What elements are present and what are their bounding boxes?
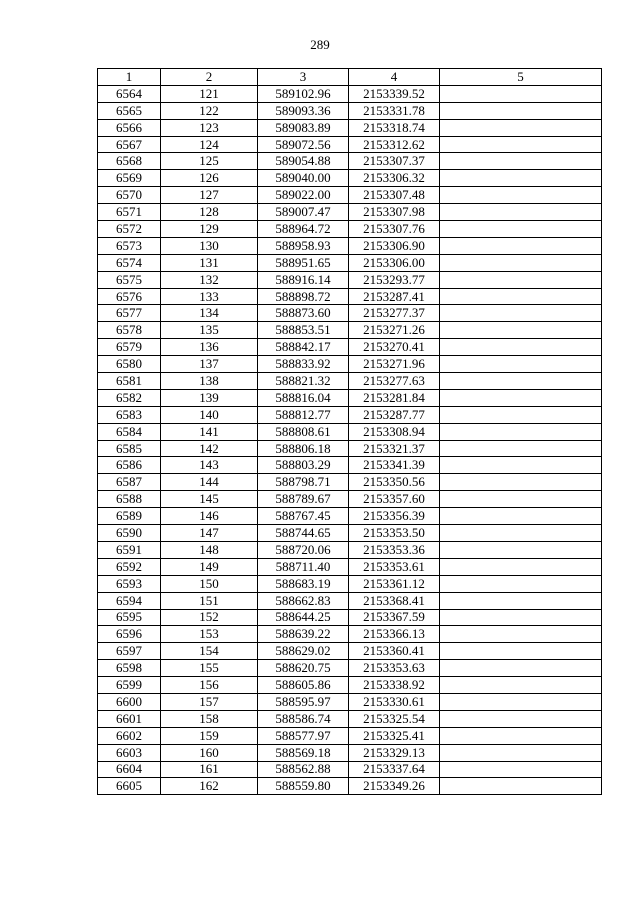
table-cell — [440, 389, 602, 406]
table-cell: 2153361.12 — [349, 575, 440, 592]
table-cell: 6600 — [98, 693, 161, 710]
table-row — [98, 136, 602, 153]
table-cell: 588821.32 — [258, 373, 349, 390]
table-cell: 131 — [161, 254, 258, 271]
table-cell: 139 — [161, 389, 258, 406]
table-row — [98, 508, 602, 525]
page-number: 289 — [310, 37, 330, 52]
table-row — [98, 288, 602, 305]
table-cell: 134 — [161, 305, 258, 322]
table-cell: 6601 — [98, 710, 161, 727]
table-cell — [440, 558, 602, 575]
table-cell: 140 — [161, 406, 258, 423]
table-row — [98, 85, 602, 102]
table-row — [98, 204, 602, 221]
table-cell: 2153277.63 — [349, 373, 440, 390]
table-row — [98, 609, 602, 626]
table-cell: 135 — [161, 322, 258, 339]
table-row — [98, 541, 602, 558]
table-cell: 158 — [161, 710, 258, 727]
table-cell — [440, 136, 602, 153]
table-cell: 588683.19 — [258, 575, 349, 592]
table-cell: 153 — [161, 626, 258, 643]
table-cell: 6567 — [98, 136, 161, 153]
table-cell: 6604 — [98, 761, 161, 778]
table-cell: 589007.47 — [258, 204, 349, 221]
table-cell — [440, 102, 602, 119]
table-cell — [440, 508, 602, 525]
table-cell: 588798.71 — [258, 474, 349, 491]
table-cell: 6599 — [98, 677, 161, 694]
table-cell: 588816.04 — [258, 389, 349, 406]
table-cell: 6591 — [98, 541, 161, 558]
table-cell: 6581 — [98, 373, 161, 390]
table-cell: 588577.97 — [258, 727, 349, 744]
table-cell: 161 — [161, 761, 258, 778]
table-cell — [440, 677, 602, 694]
table-cell — [440, 271, 602, 288]
table-cell: 2153293.77 — [349, 271, 440, 288]
table-row — [98, 474, 602, 491]
table-cell — [440, 221, 602, 238]
table-cell: 2153307.76 — [349, 221, 440, 238]
table-row — [98, 660, 602, 677]
table-cell: 6580 — [98, 356, 161, 373]
table-cell: 6577 — [98, 305, 161, 322]
table-cell: 137 — [161, 356, 258, 373]
table-row — [98, 423, 602, 440]
table-cell: 159 — [161, 727, 258, 744]
table-cell — [440, 339, 602, 356]
table-header-row — [98, 69, 602, 86]
table-cell: 6596 — [98, 626, 161, 643]
table-cell — [440, 85, 602, 102]
table-cell: 121 — [161, 85, 258, 102]
table-cell — [440, 373, 602, 390]
table-cell: 2153306.90 — [349, 237, 440, 254]
table-row — [98, 339, 602, 356]
table-row — [98, 693, 602, 710]
table-cell — [440, 474, 602, 491]
column-header: 4 — [349, 69, 440, 86]
table-row — [98, 558, 602, 575]
table-cell: 6595 — [98, 609, 161, 626]
table-body — [98, 85, 602, 794]
table-cell: 156 — [161, 677, 258, 694]
table-cell: 6593 — [98, 575, 161, 592]
table-cell: 2153353.63 — [349, 660, 440, 677]
table-cell: 2153306.32 — [349, 170, 440, 187]
table-cell: 2153356.39 — [349, 508, 440, 525]
table-cell: 6597 — [98, 643, 161, 660]
table-row — [98, 525, 602, 542]
table-cell — [440, 457, 602, 474]
table-cell: 2153321.37 — [349, 440, 440, 457]
table-cell: 588629.02 — [258, 643, 349, 660]
table-row — [98, 744, 602, 761]
table-cell — [440, 710, 602, 727]
table-cell — [440, 592, 602, 609]
table-cell — [440, 440, 602, 457]
table-cell — [440, 153, 602, 170]
table-cell: 6569 — [98, 170, 161, 187]
table-cell: 2153338.92 — [349, 677, 440, 694]
table-row — [98, 440, 602, 457]
table-cell: 129 — [161, 221, 258, 238]
table-cell: 6594 — [98, 592, 161, 609]
table-cell: 155 — [161, 660, 258, 677]
table-cell: 2153357.60 — [349, 491, 440, 508]
table-row — [98, 761, 602, 778]
table-row — [98, 356, 602, 373]
table-cell — [440, 237, 602, 254]
table-cell — [440, 575, 602, 592]
table-cell: 127 — [161, 187, 258, 204]
table-cell: 2153312.62 — [349, 136, 440, 153]
table-cell: 2153277.37 — [349, 305, 440, 322]
table-row — [98, 102, 602, 119]
table-cell: 160 — [161, 744, 258, 761]
table-cell: 2153325.41 — [349, 727, 440, 744]
table-cell: 588586.74 — [258, 710, 349, 727]
table-row — [98, 643, 602, 660]
table-cell: 2153318.74 — [349, 119, 440, 136]
table-cell: 588916.14 — [258, 271, 349, 288]
table-cell: 6588 — [98, 491, 161, 508]
table-cell: 588639.22 — [258, 626, 349, 643]
table-cell: 2153367.59 — [349, 609, 440, 626]
table-cell: 588720.06 — [258, 541, 349, 558]
table-cell: 588951.65 — [258, 254, 349, 271]
table-cell: 133 — [161, 288, 258, 305]
table-cell: 128 — [161, 204, 258, 221]
table-cell: 589072.56 — [258, 136, 349, 153]
column-header: 2 — [161, 69, 258, 86]
table-cell: 2153341.39 — [349, 457, 440, 474]
table-cell — [440, 609, 602, 626]
table-row — [98, 389, 602, 406]
table-cell: 136 — [161, 339, 258, 356]
table-cell: 6564 — [98, 85, 161, 102]
table-cell: 162 — [161, 778, 258, 795]
table-cell: 154 — [161, 643, 258, 660]
table-cell: 588662.83 — [258, 592, 349, 609]
table-cell: 589040.00 — [258, 170, 349, 187]
table-cell: 151 — [161, 592, 258, 609]
table-cell: 157 — [161, 693, 258, 710]
table-cell: 132 — [161, 271, 258, 288]
table-cell — [440, 643, 602, 660]
table-cell: 6603 — [98, 744, 161, 761]
table-cell: 588620.75 — [258, 660, 349, 677]
table-cell: 6582 — [98, 389, 161, 406]
table-cell: 2153287.77 — [349, 406, 440, 423]
table-cell — [440, 660, 602, 677]
table-cell: 6576 — [98, 288, 161, 305]
table-cell: 588767.45 — [258, 508, 349, 525]
table-cell: 141 — [161, 423, 258, 440]
table-cell: 122 — [161, 102, 258, 119]
table-cell: 588562.88 — [258, 761, 349, 778]
table-cell: 146 — [161, 508, 258, 525]
table-cell: 6598 — [98, 660, 161, 677]
table-cell: 130 — [161, 237, 258, 254]
table-cell: 138 — [161, 373, 258, 390]
table-cell: 588744.65 — [258, 525, 349, 542]
table-cell: 588873.60 — [258, 305, 349, 322]
table-row — [98, 119, 602, 136]
table-cell: 6570 — [98, 187, 161, 204]
table-row — [98, 677, 602, 694]
column-header: 5 — [440, 69, 602, 86]
table-cell — [440, 187, 602, 204]
table-cell: 588898.72 — [258, 288, 349, 305]
table-cell: 588569.18 — [258, 744, 349, 761]
table-cell: 588808.61 — [258, 423, 349, 440]
table-cell: 124 — [161, 136, 258, 153]
table-cell: 6585 — [98, 440, 161, 457]
table-cell: 588958.93 — [258, 237, 349, 254]
table-cell: 588833.92 — [258, 356, 349, 373]
table-cell: 2153281.84 — [349, 389, 440, 406]
table-cell: 2153353.50 — [349, 525, 440, 542]
table-cell: 6578 — [98, 322, 161, 339]
table-row — [98, 153, 602, 170]
table-cell: 2153307.37 — [349, 153, 440, 170]
table-row — [98, 710, 602, 727]
table-cell: 6605 — [98, 778, 161, 795]
table-cell: 588605.86 — [258, 677, 349, 694]
table-cell — [440, 406, 602, 423]
table-cell: 145 — [161, 491, 258, 508]
table-cell: 148 — [161, 541, 258, 558]
table-cell: 6573 — [98, 237, 161, 254]
table-cell — [440, 727, 602, 744]
table-cell: 6589 — [98, 508, 161, 525]
table-cell: 6583 — [98, 406, 161, 423]
table-cell: 588806.18 — [258, 440, 349, 457]
table-row — [98, 305, 602, 322]
table-cell: 144 — [161, 474, 258, 491]
table-cell: 2153368.41 — [349, 592, 440, 609]
table-cell: 2153366.13 — [349, 626, 440, 643]
table-cell: 6584 — [98, 423, 161, 440]
table-cell: 589093.36 — [258, 102, 349, 119]
table-cell: 6571 — [98, 204, 161, 221]
table-row — [98, 373, 602, 390]
table-cell — [440, 693, 602, 710]
table-cell: 588711.40 — [258, 558, 349, 575]
table-cell: 2153330.61 — [349, 693, 440, 710]
table-cell — [440, 541, 602, 558]
table-cell — [440, 322, 602, 339]
table-cell — [440, 744, 602, 761]
table-row — [98, 271, 602, 288]
table-cell: 150 — [161, 575, 258, 592]
table-cell — [440, 254, 602, 271]
table-cell: 2153349.26 — [349, 778, 440, 795]
table-row — [98, 221, 602, 238]
table-cell: 2153353.36 — [349, 541, 440, 558]
table-cell: 6568 — [98, 153, 161, 170]
table-cell: 143 — [161, 457, 258, 474]
table-cell: 588789.67 — [258, 491, 349, 508]
table-cell: 6592 — [98, 558, 161, 575]
table-cell: 6574 — [98, 254, 161, 271]
table-row — [98, 406, 602, 423]
table-cell: 588812.77 — [258, 406, 349, 423]
table-cell: 6579 — [98, 339, 161, 356]
table-cell — [440, 778, 602, 795]
table-row — [98, 592, 602, 609]
table-row — [98, 575, 602, 592]
table-cell — [440, 626, 602, 643]
table-cell: 2153331.78 — [349, 102, 440, 119]
table-row — [98, 170, 602, 187]
table-cell: 588842.17 — [258, 339, 349, 356]
table-cell: 6565 — [98, 102, 161, 119]
table-row — [98, 187, 602, 204]
column-header: 3 — [258, 69, 349, 86]
table-cell: 6587 — [98, 474, 161, 491]
table-cell — [440, 288, 602, 305]
table-cell — [440, 305, 602, 322]
table-cell — [440, 423, 602, 440]
table-cell: 589022.00 — [258, 187, 349, 204]
table-cell: 6572 — [98, 221, 161, 238]
table-cell: 2153271.26 — [349, 322, 440, 339]
table-cell: 2153353.61 — [349, 558, 440, 575]
table-cell: 2153270.41 — [349, 339, 440, 356]
column-header: 1 — [98, 69, 161, 86]
table-row — [98, 727, 602, 744]
table-cell: 2153360.41 — [349, 643, 440, 660]
table-cell: 147 — [161, 525, 258, 542]
table-cell: 588803.29 — [258, 457, 349, 474]
table-cell: 2153308.94 — [349, 423, 440, 440]
table-cell: 2153307.48 — [349, 187, 440, 204]
table-row — [98, 322, 602, 339]
table-cell: 2153287.41 — [349, 288, 440, 305]
table-cell: 2153306.00 — [349, 254, 440, 271]
table-cell — [440, 119, 602, 136]
table-cell: 2153325.54 — [349, 710, 440, 727]
table-cell: 2153329.13 — [349, 744, 440, 761]
table-cell: 588644.25 — [258, 609, 349, 626]
table-cell: 588559.80 — [258, 778, 349, 795]
table-cell: 6586 — [98, 457, 161, 474]
table-row — [98, 254, 602, 271]
table-cell: 123 — [161, 119, 258, 136]
table-cell: 6602 — [98, 727, 161, 744]
table-row — [98, 626, 602, 643]
table-cell — [440, 761, 602, 778]
table-row — [98, 457, 602, 474]
table-cell: 125 — [161, 153, 258, 170]
table-cell — [440, 170, 602, 187]
table-cell — [440, 525, 602, 542]
table-cell — [440, 491, 602, 508]
table-cell — [440, 204, 602, 221]
table-cell: 588595.97 — [258, 693, 349, 710]
table-cell: 589083.89 — [258, 119, 349, 136]
table-cell: 588853.51 — [258, 322, 349, 339]
table-cell — [440, 356, 602, 373]
table-cell: 2153337.64 — [349, 761, 440, 778]
table-cell: 152 — [161, 609, 258, 626]
table-cell: 6566 — [98, 119, 161, 136]
table-row — [98, 237, 602, 254]
table-row — [98, 491, 602, 508]
table-cell: 6575 — [98, 271, 161, 288]
table-cell: 589054.88 — [258, 153, 349, 170]
table-cell: 589102.96 — [258, 85, 349, 102]
table-cell: 2153307.98 — [349, 204, 440, 221]
table-cell: 126 — [161, 170, 258, 187]
table-cell: 2153350.56 — [349, 474, 440, 491]
table-cell: 6590 — [98, 525, 161, 542]
table-row — [98, 778, 602, 795]
table-cell: 149 — [161, 558, 258, 575]
table-cell: 142 — [161, 440, 258, 457]
table-cell: 588964.72 — [258, 221, 349, 238]
coordinates-table — [97, 68, 602, 795]
table-cell: 2153339.52 — [349, 85, 440, 102]
table-cell: 2153271.96 — [349, 356, 440, 373]
